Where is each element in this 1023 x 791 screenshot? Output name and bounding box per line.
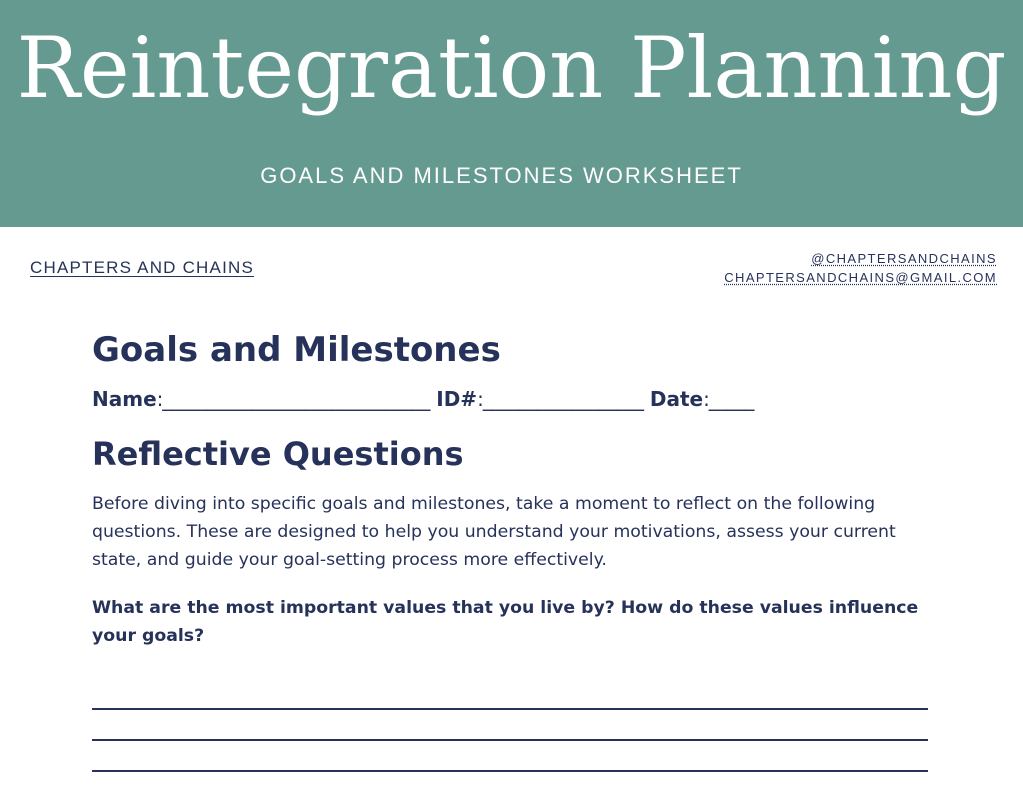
contact-block xyxy=(724,249,997,287)
identity-fields xyxy=(92,384,932,414)
worksheet-content xyxy=(92,324,932,650)
social-handle-link[interactable]: @CHAPTERSANDCHAINS xyxy=(811,251,997,266)
intro-paragraph: Before diving into specific goals and milestones, take a moment to reflect on the following questions. These are designed to help you understand your motivations, assess your current state, and guide your goal-setting process more effectively. xyxy=(92,494,896,570)
reflective-question: What are the most important values that you live by? How do these values influence your goals? xyxy=(92,598,919,646)
id-blank[interactable]: :__________________ xyxy=(477,387,643,411)
page-title: Reintegration Planning xyxy=(16,19,1007,117)
answer-line[interactable] xyxy=(92,770,928,772)
name-blank[interactable]: :______________________________ xyxy=(156,387,430,411)
date-label: Date xyxy=(649,387,704,411)
email-link[interactable]: CHAPTERSANDCHAINS@GMAIL.COM xyxy=(724,270,997,285)
brand-link[interactable]: CHAPTERS AND CHAINS xyxy=(30,258,255,277)
page-subtitle: GOALS AND MILESTONES WORKSHEET xyxy=(260,163,743,188)
answer-line[interactable] xyxy=(92,739,928,741)
date-blank[interactable]: :_____ xyxy=(703,387,754,411)
name-label: Name xyxy=(92,387,157,411)
answer-line[interactable] xyxy=(92,708,928,710)
section-heading-reflective: Reflective Questions xyxy=(92,435,464,473)
section-heading-goals: Goals and Milestones xyxy=(92,330,501,370)
id-label: ID# xyxy=(436,387,478,411)
header-banner xyxy=(0,0,1023,227)
